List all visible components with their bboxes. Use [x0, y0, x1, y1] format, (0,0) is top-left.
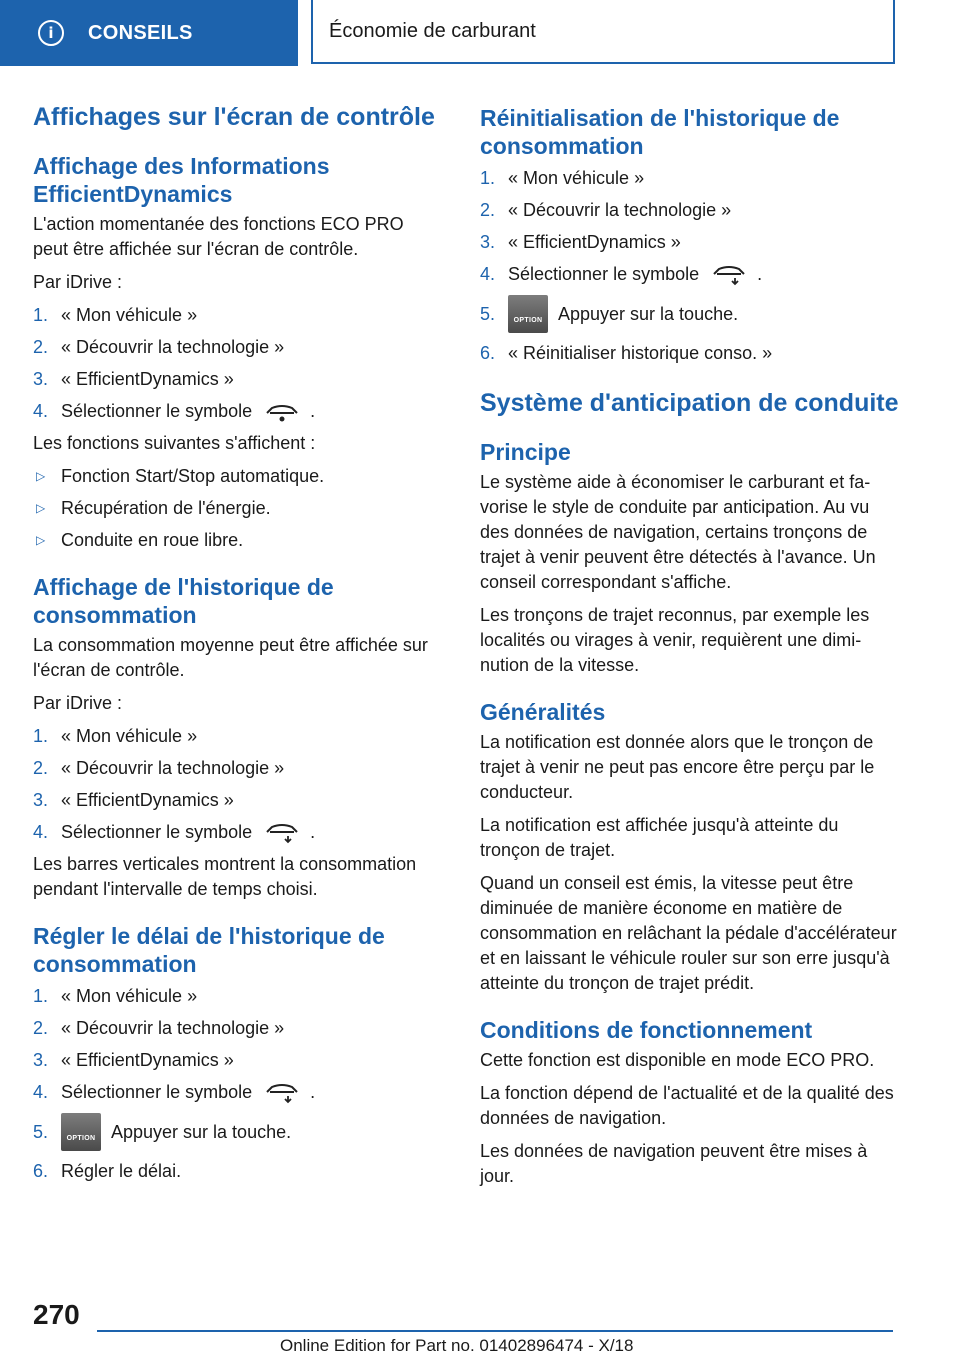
list-item: 4. Sélectionner le symbole . — [33, 1082, 316, 1102]
list-item: 3. « EfficientDynamics » — [33, 1050, 234, 1070]
step-list — [33, 303, 443, 424]
paragraph: La consommation moyenne peut être affichée sur l'écran de contrôle. — [33, 635, 428, 680]
page-number: 270 — [33, 1299, 80, 1330]
car-history-icon — [264, 822, 300, 844]
paragraph: Les fonctions suivantes s'affichent : — [33, 433, 316, 453]
heading-generalites: Généralités — [480, 699, 606, 725]
heading-conditions: Conditions de fonctionnement — [480, 1017, 813, 1043]
section-title: CONSEILS — [88, 21, 193, 44]
heading-regler-delai: Régler le délai de l'historique de consommation — [33, 923, 385, 977]
car-eco-icon — [264, 401, 300, 423]
list-item: 2. « Découvrir la technologie » — [33, 1018, 285, 1038]
step-list — [33, 984, 443, 1184]
header-section-tab — [0, 0, 298, 66]
paragraph: La notification est donnée alors que le tronçon de trajet à venir ne peut pas encore être perçu par le conducteur. — [480, 732, 875, 802]
list-item: 4. Sélectionner le symbole . — [33, 401, 316, 421]
step-list — [480, 166, 900, 366]
paragraph: La notification est affichée jusqu'à atteinte du tronçon de trajet. — [480, 815, 839, 860]
list-item: 1. « Mon véhicule » — [33, 986, 198, 1006]
list-item: 5. OPTION Appuyer sur la touche. — [33, 1113, 443, 1151]
option-button-icon — [61, 1113, 101, 1151]
heading-principe: Principe — [480, 439, 571, 465]
list-item: ▷ Fonction Start/Stop automatique. — [36, 466, 325, 486]
heading-historique-consommation: Affichage de l'historique de consommation — [33, 574, 334, 628]
paragraph: Cette fonction est disponible en mode ECO PRO. — [480, 1050, 875, 1070]
step-list — [33, 724, 443, 845]
paragraph: Les barres verticales montrent la consommation pendant l'intervalle de temps choisi. — [33, 854, 417, 899]
list-item: ▷ Récupération de l'énergie. — [36, 498, 271, 518]
paragraph: Par iDrive : — [33, 693, 123, 713]
list-item: 3. « EfficientDynamics » — [480, 232, 681, 252]
bullet-list — [33, 464, 443, 553]
paragraph: Quand un conseil est émis, la vitesse peut être diminuée de manière économe en matière de consommation en relâchant la pédale d'accélérateur et en laissant le véhicule rouler sur son erre jusqu'à atteinte du tronçon de trajet prédit. — [480, 873, 897, 993]
car-history-icon — [711, 264, 747, 286]
chapter-title — [311, 0, 895, 64]
list-item: 1. « Mon véhicule » — [480, 168, 645, 188]
heading-informations-efficientdynamics: Affichage des Informations EfficientDynamics — [33, 153, 330, 207]
heading-affichages: Affichages sur l'écran de contrôle — [33, 103, 435, 131]
info-icon: i — [38, 20, 64, 46]
list-item: 4. Sélectionner le symbole . — [480, 264, 763, 284]
heading-systeme-anticipation: Système d'anticipation de conduite — [480, 389, 899, 417]
left-column — [33, 96, 443, 1191]
list-item: 3. « EfficientDynamics » — [33, 790, 234, 810]
heading-reinitialisation: Réinitialisation de l'historique de consommation — [480, 105, 840, 159]
chapter-title-text: Économie de carburant — [329, 19, 536, 42]
paragraph: La fonction dépend de l'actualité et de la qualité des données de navigation. — [480, 1083, 894, 1128]
list-item: 4. Sélectionner le symbole . — [33, 822, 316, 842]
list-item: 5. OPTION Appuyer sur la touche. — [480, 295, 900, 333]
list-item: 2. « Découvrir la technologie » — [480, 200, 732, 220]
footer-divider — [97, 1330, 893, 1332]
car-history-icon — [264, 1082, 300, 1104]
paragraph: L'action momentanée des fonctions ECO PRO peut être affichée sur l'écran de contrôle. — [33, 214, 404, 259]
list-item: 1. « Mon véhicule » — [33, 305, 198, 325]
option-button-icon — [508, 295, 548, 333]
list-item: 3. « EfficientDynamics » — [33, 369, 234, 389]
list-item: 1. « Mon véhicule » — [33, 726, 198, 746]
paragraph: Les tronçons de trajet reconnus, par exemple les localités ou virages à venir, requièrent une diminution de la vitesse. — [480, 605, 870, 675]
list-item: 6. Régler le délai. — [33, 1161, 182, 1181]
list-item: 2. « Découvrir la technologie » — [33, 758, 285, 778]
list-item: 2. « Découvrir la technologie » — [33, 337, 285, 357]
paragraph: Par iDrive : — [33, 272, 123, 292]
list-item: ▷ Conduite en roue libre. — [36, 530, 244, 550]
footer-edition: Online Edition for Part no. 01402896474 - X/18 — [280, 1336, 634, 1355]
list-item: 6. « Réinitialiser historique conso. » — [480, 343, 773, 363]
paragraph: Les données de navigation peuvent être mises à jour. — [480, 1141, 868, 1186]
right-column — [480, 96, 900, 1197]
paragraph: Le système aide à économiser le carburant et favorise le style de conduite par anticipation. Au vu des données de navigation, certains tronçons de trajet à venir peuvent être détectés à l'avance. Un conseil correspondant s'affiche. — [480, 472, 876, 592]
